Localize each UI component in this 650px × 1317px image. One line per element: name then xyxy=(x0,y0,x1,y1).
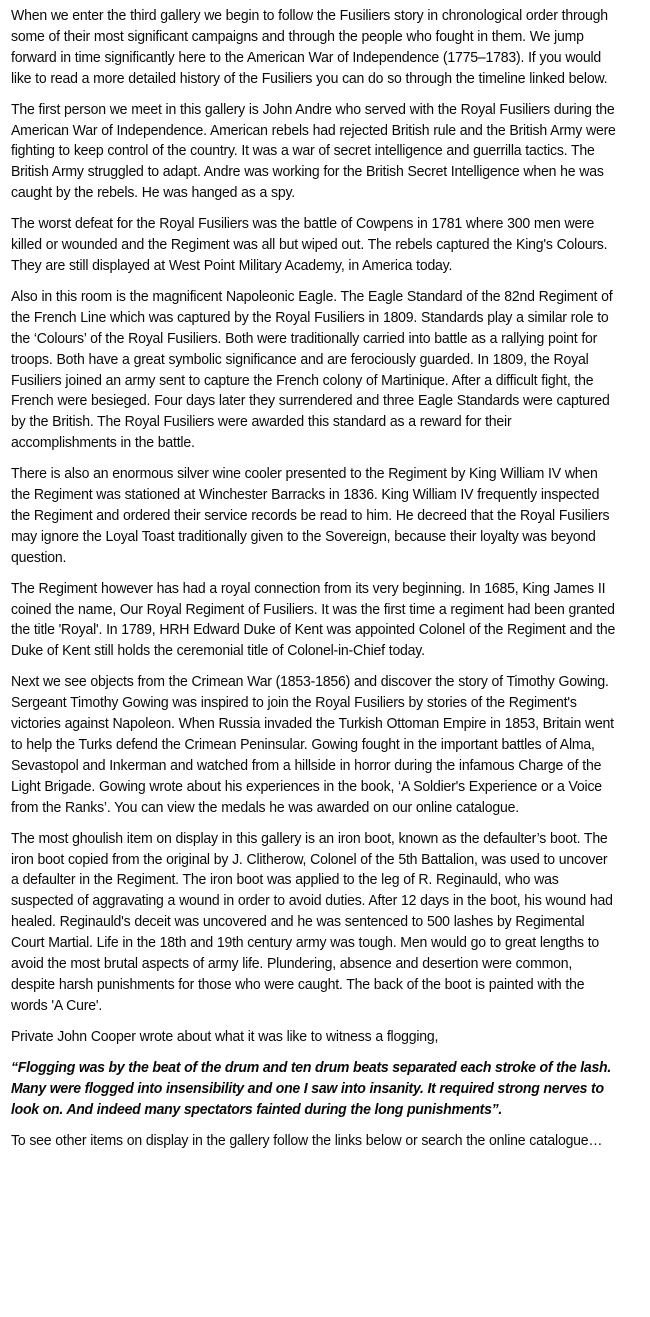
paragraph-cowpens: The worst defeat for the Royal Fusiliers was the battle of Cowpens in 1781 where 300 men were killed or wounded and the Regiment was all but wiped out. The rebels captured the King's Colours. They are still displayed at West Point Military Academy, in America today. xyxy=(11,216,608,274)
paragraph-wine-cooler: There is also an enormous silver wine cooler presented to the Regiment by King William IV when the Regiment was stationed at Winchester Barracks in 1836. King William IV frequently inspected the Regiment and ordered their service records be read to him. He decreed that the Royal Fusiliers may ignore the Loyal Toast traditionally given to the Sovereign, because their loyalty was beyond question. xyxy=(11,466,610,566)
paragraph-intro: When we enter the third gallery we begin to follow the Fusiliers story in chronological order through some of their most significant campaigns and through the people who fought in them. We jump forward in time significantly here to the American War of Independence (1775–1783). If you would like to read a more detailed history of the Fusiliers you can do so through the timeline linked below. xyxy=(11,8,608,87)
paragraph-napoleonic-eagle: Also in this room is the magnificent Napoleonic Eagle. The Eagle Standard of the 82nd Regiment of the French Line which was captured by the Royal Fusiliers in 1809. Standards play a similar role to the ‘Colours’ of the Royal Fusiliers. Both were traditionally carried into battle as a rallying point for troops. Both have a great symbolic significance and are ferociously guarded. In 1809, the Royal Fusiliers joined an army sent to capture the French colony of Martinique. After a difficult fight, the French were besieged. Four days later they surrendered and three Eagle Standards were captured by the British. The Royal Fusiliers were awarded this standard as a reward for their accomplishments in the battle. xyxy=(11,288,613,452)
paragraph-royal-connection: The Regiment however has had a royal connection from its very beginning. In 1685, King James II coined the name, Our Royal Regiment of Fusiliers. It was the first time a regiment had been granted the title 'Royal'. In 1789, HRH Edward Duke of Kent was appointed Colonel of the Regiment and the Duke of Kent still holds the ceremonial title of Colonel-in-Chief today. xyxy=(11,580,616,660)
paragraph-john-andre: The first person we meet in this gallery is John Andre who served with the Royal Fusiliers during the American War of Independence. American rebels had rejected British rule and the British Army were fighting to keep control of the country. It was a war of secret intelligence and guerrilla tactics. The British Army struggled to adapt. Andre was working for the British Secret Intelligence when he was caught by the rebels. He was hanged as a spy. xyxy=(11,101,616,202)
paragraph-iron-boot: The most ghoulish item on display in this gallery is an iron boot, known as the defaulter’s boot. The iron boot copied from the original by J. Clitherow, Colonel of the 5th Battalion, was used to uncover a defaulter in the Regiment. The iron boot was applied to the leg of R. Reginauld, who was suspected of aggravating a wound in order to avoid duties. After 12 days in the boot, his wound had healed. Reginauld's deceit was uncovered and he was sentenced to 500 lashes by Regimental Court Martial. Life in the 18th and 19th century army was tough. Men would go to great lengths to avoid the most brutal aspects of army life. Plundering, absence and desertion were common, despite harsh punishments for those who were caught. The back of the boot is painted with the words 'A Cure'. xyxy=(11,830,613,1014)
paragraph-crimean-war: Next we see objects from the Crimean War (1853-1856) and discover the story of Timothy Gowing. Sergeant Timothy Gowing was inspired to join the Royal Fusiliers by stories of the Regiment's victories against Napoleon. When Russia invaded the Turkish Ottoman Empire in 1853, Britain went to help the Turks defend the Crimean Peninsular. Gowing fought in the important battles of Alma, Sevastopol and Inkerman and watched from a hillside in horror during the infamous Charge of the Light Brigade. Gowing wrote about his experiences in the book, ‘A Soldier's Experience or a Voice from the Ranks’. You can view the medals he was awarded on our online catalogue. xyxy=(11,674,614,816)
paragraph-cooper-intro: Private John Cooper wrote about what it was like to witness a flogging, xyxy=(11,1028,439,1045)
paragraph-closing: To see other items on display in the gallery follow the links below or search the online catalogue… xyxy=(11,1133,603,1150)
paragraph-cooper-quote: “Flogging was by the beat of the drum and ten drum beats separated each stroke of the lash. Many were flogged into insensibility and one I saw into insanity. It required strong nerves to look on. And indeed many spectators fainted during the long punishments”. xyxy=(11,1059,612,1118)
